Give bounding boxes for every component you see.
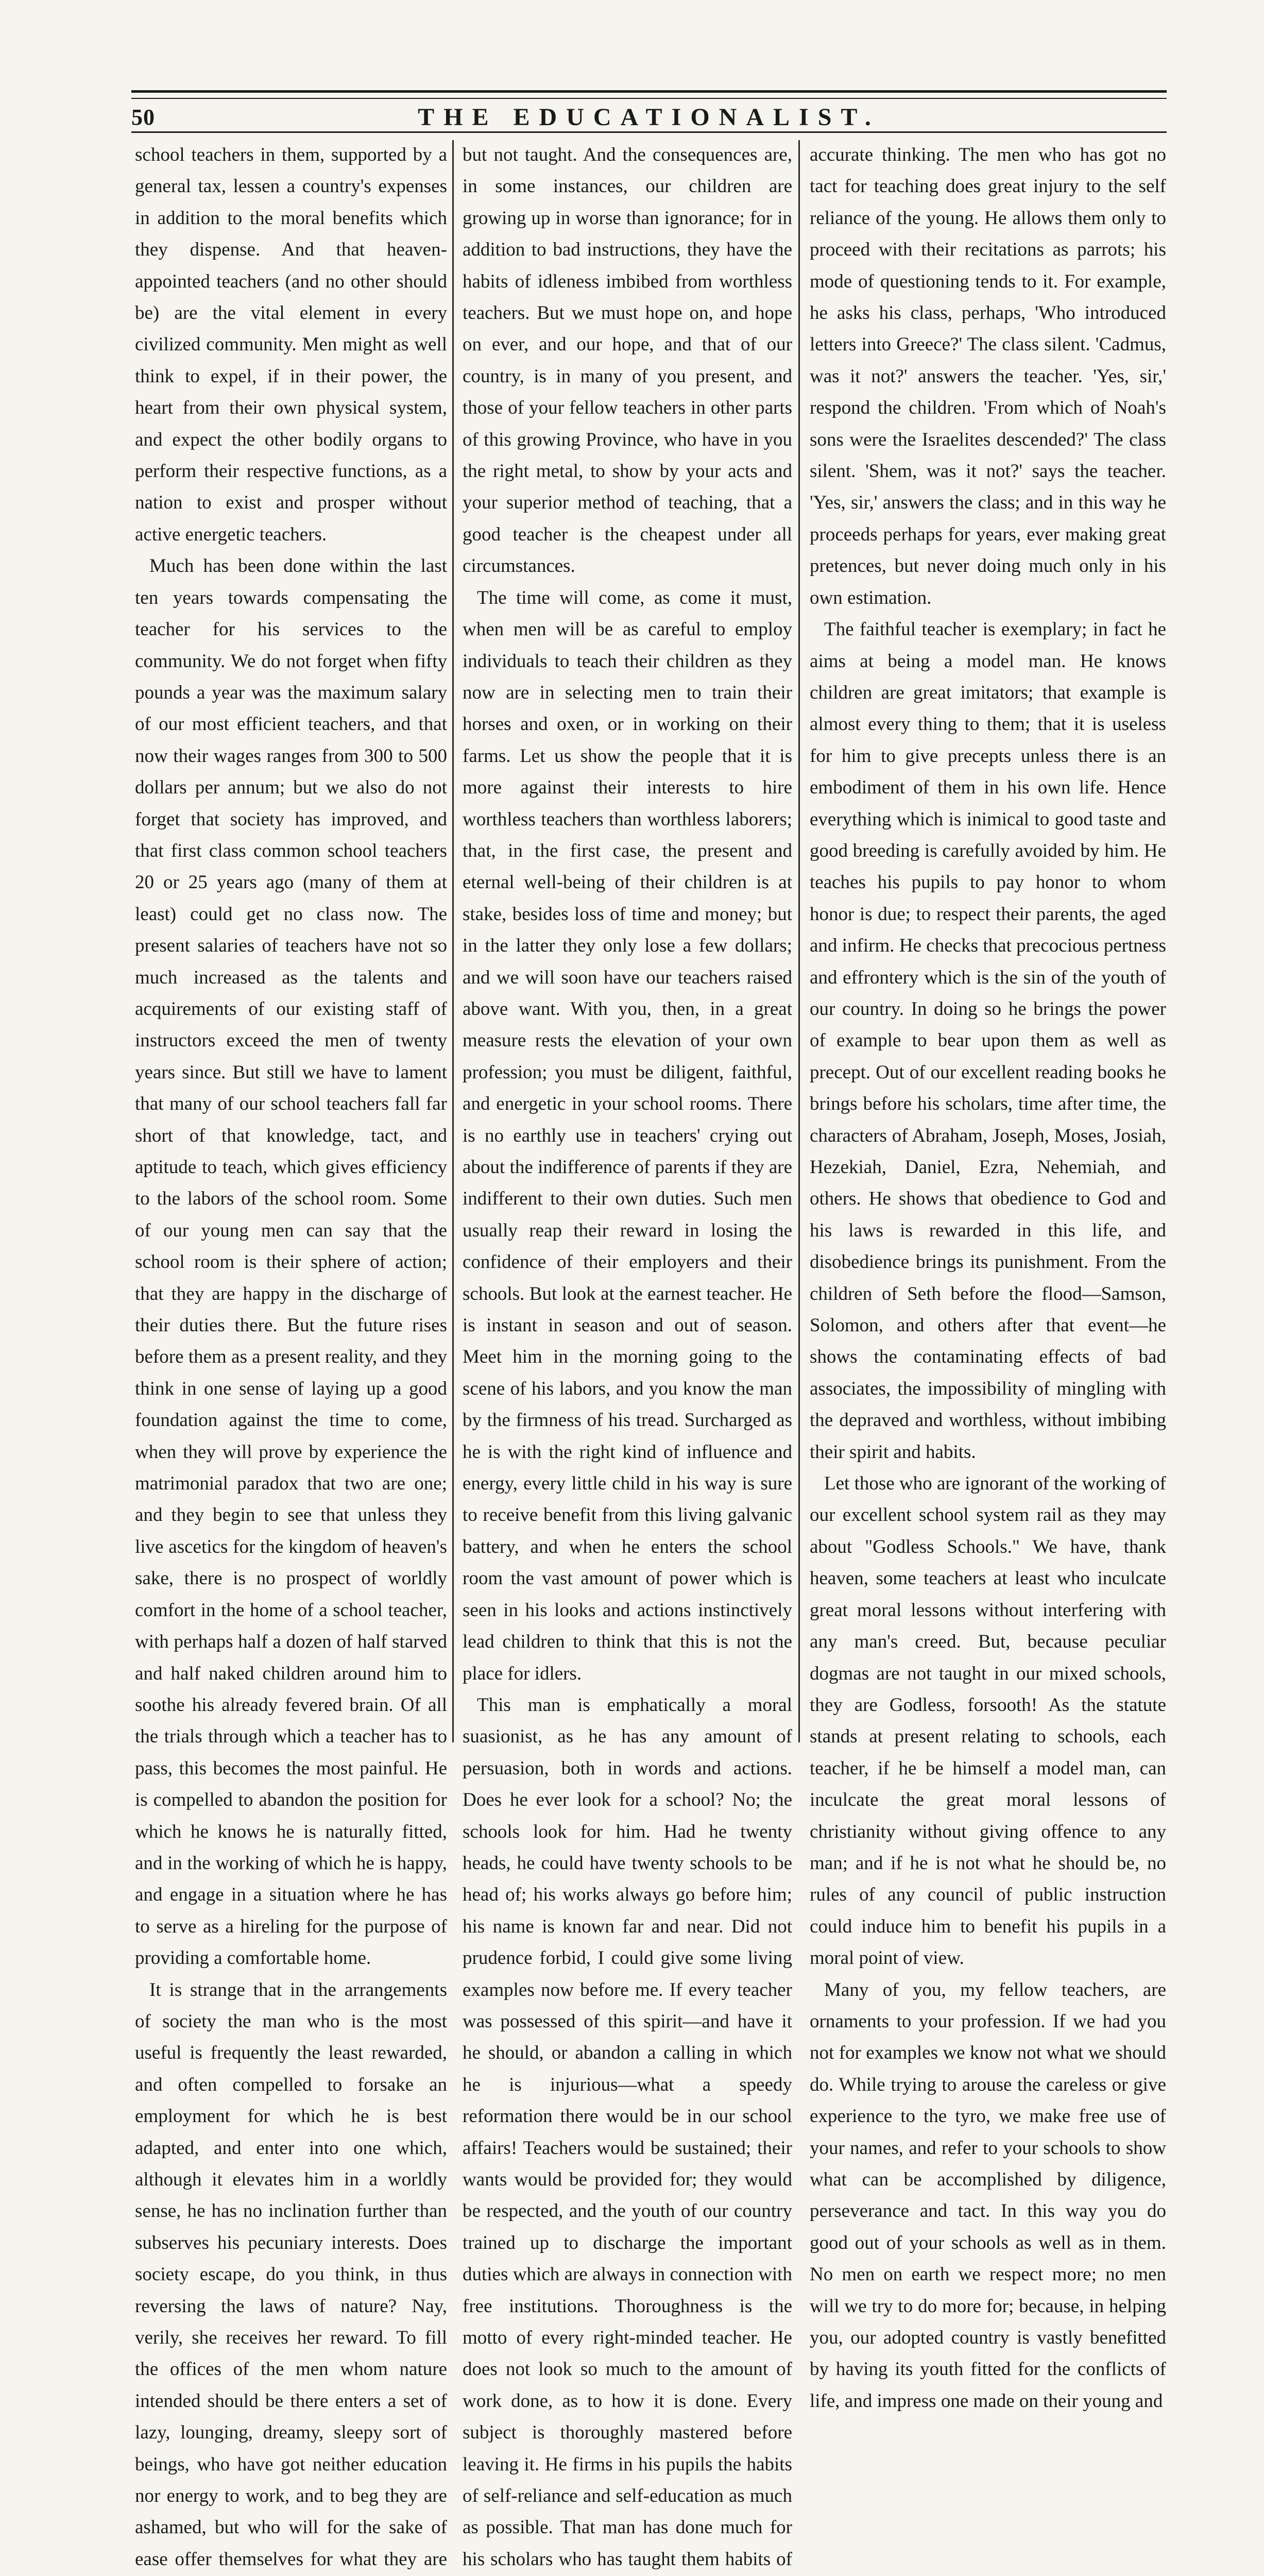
header-rule	[131, 131, 1167, 133]
paragraph: The time will come, as come it must, when men will be as careful to employ individuals to teach their children as they now are in selecting men to train their horses and oxen, or in working on their farms. Let us show the people that it is more against their interests to hire worthless teachers than worthless laborers; that, in the first case, the present and eternal well-being of their children is at stake, besides loss of time and money; but in the latter they only lose a few dollars; and we will soon have our teachers raised above want. With you, then, in a great measure rests the elevation of your own profession; you must be diligent, faithful, and energetic in your school rooms. There is no earthly use in teachers' crying out about the indifference of parents if they are indifferent to their own duties. Such men usually reap their reward in losing the confidence of their employers and their schools. But look at the earnest teacher. He is instant in season and out of season. Meet him in the morning going to the scene of his labors, and you know the man by the firmness of his tread. Surcharged as he is with the right kind of influence and energy, every little child in his way is sure to receive benefit from this living galvanic battery, and when he enters the school room the vast amount of power which is seen in his looks and actions instinctively lead children to think that this is not the place for idlers.	[463, 587, 792, 1684]
paragraph: Much has been done within the last ten years towards compensating the teacher for his services to the community. We do not forget when fifty pounds a year was the maximum salary of our most efficient teachers, and that now their wages ranges from 300 to 500 dollars per annum; but we also do not forget that society has improved, and that first class common school teachers 20 or 25 years ago (many of them at least) could get no class now. The present salaries of teachers have not so much increased as the talents and acquirements of our existing staff of instructors exceed the men of twenty years since. But still we have to lament that many of our school teachers fall far short of that knowledge, tact, and aptitude to teach, which gives efficiency to the labors of the school room. Some of our young men can say that the school room is their sphere of action; that they are happy in the discharge of their duties there. But the future rises before them as a present reality, and they think in one sense of laying up a good foundation against the time to come, when they will prove by experience the matrimonial paradox that two are one; and they begin to see that unless they live ascetics for the kingdom of heaven's sake, there is no prospect of worldly comfort in the home of a school teacher, with perhaps half a dozen of half starved and half naked children around him to soothe his already fevered brain. Of all the trials through which a teacher has to pass, this becomes the most painful. He is compelled to abandon the position for which he knows he is naturally fitted, and in the working of which he is happy, and engage in a situation where he has to serve as a hireling for the purpose of providing a comfortable home.	[135, 555, 447, 1969]
paragraph: The faithful teacher is exemplary; in fact he aims at being a model man. He knows children are great imitators; that example is almost every thing to them; that it is useless for him to give precepts unless there is an embodiment of them in his own life. Hence everything which is inimical to good taste and good breeding is carefully avoided by him. He teaches his pupils to pay honor to whom honor is due; to respect their parents, the aged and infirm. He checks that precocious pertness and effrontery which is the sin of the youth of our country. In doing so he brings the power of example to bear upon them as well as precept. Out of our excellent reading books he brings before his scholars, time after time, the characters of Abraham, Joseph, Moses, Josiah, Hezekiah, Daniel, Ezra, Nehemiah, and others. He shows that obedience to God and his laws is rewarded in this life, and disobedience brings its punishment. From the children of Seth before the flood—Samson, Solomon, and others after that event—he shows the contaminating effects of bad associates, the impossibility of mingling with the depraved and worthless, without imbibing their spirit and habits.	[810, 619, 1166, 1463]
paragraph: but not taught. And the consequences are, in some instances, our children are growing up in worse than ignorance; for in addition to bad instructions, they have the habits of idleness imbibed from worthless teachers. But we must hope on, and hope on ever, and our hope, and that of our country, is in many of you present, and those of your fellow teachers in other parts of this growing Province, who have in you the right metal, to show by your acts and your superior method of teaching, that a good teacher is the cheapest under all circumstances.	[463, 144, 792, 577]
paragraph: Many of you, my fellow teachers, are ornaments to your profession. If we had you not for examples we know not what we should do. While trying to arouse the careless or give experience to the tyro, we make free use of your names, and refer to your schools to show what can be accomplished by diligence, perseverance and tact. In this way you do good out of your schools as well as in them. No men on earth we respect more; no men will we try to do more for; because, in helping you, our adopted country is vastly benefitted by having its youth fitted for the conflicts of life, and impress one made on their young and	[810, 1979, 1166, 2412]
paragraph: school teachers in them, supported by a general tax, lessen a country's expenses in addition to the moral benefits which they dispense. And that heaven-appointed teachers (and no other should be) are the vital element in every civilized community. Men might as well think to expel, if in their power, the heart from their own physical system, and expect the other bodily organs to perform their respective functions, as a nation to exist and prosper without active energetic teachers.	[135, 144, 447, 545]
running-header	[131, 102, 1167, 131]
paragraph: accurate thinking. The men who has got no tact for teaching does great injury to the self reliance of the young. He allows them only to proceed with their recitations as parrots; his mode of questioning tends to it. For example, he asks his class, perhaps, 'Who introduced letters into Greece?' The class silent. 'Cadmus, was it not?' answers the teacher. 'Yes, sir,' respond the children. 'From which of Noah's sons were the Israelites descended?' The class silent. 'Shem, was it not?' says the teacher. 'Yes, sir,' answers the class; and in this way he proceeds perhaps for years, ever making great pretences, but never doing much only in his own estimation.	[810, 144, 1166, 608]
article-body	[135, 139, 1166, 2570]
text-column-3	[810, 139, 1166, 2412]
paragraph: It is strange that in the arrangements of society the man who is the most useful is frequently the least rewarded, and often compelled to forsake an employment for which he is best adapted, and enter into one which, although it elevates him in a worldly sense, he has no inclination further than subserves his pecuniary interests. Does society escape, do you think, in thus reversing the laws of nature? Nay, verily, she receives her reward. To fill the offices of the men whom nature intended should be there enters a set of lazy, lounging, dreamy, sleepy sort of beings, who have got neither education nor energy to work, and to beg they are ashamed, but who will for the sake of ease offer themselves for what they are	[135, 1979, 447, 2570]
text-column-1	[135, 139, 447, 2570]
page-number: 50	[131, 105, 155, 130]
top-double-rule-thick	[131, 90, 1167, 93]
paragraph: This man is emphatically a moral suasionist, as he has any amount of persuasion, both in words and actions. Does he ever look for a school? No; the schools look for him. Had he twenty heads, he could have twenty schools to be head of; his works always go before him; his name is known far and near. Did not prudence forbid, I could give some living examples now before me. If every teacher was possessed of this spirit—and have it he should, or abandon a calling in which he is injurious—what a speedy reformation there would be in our school affairs! Teachers would be sustained; their wants would be provided for; they would be respected, and the youth of our country trained up to discharge the important duties which are always in connection with free institutions. Thoroughness is the motto of every right-minded teacher. He does not look so much to the amount of work done, as to how it is done. Every subject is thoroughly mastered before leaving it. He firms in his pupils the habits of self-reliance and self-education as much as possible. That man has done much for his scholars who has taught them habits of	[463, 1694, 792, 2570]
journal-title: THE EDUCATIONALIST.	[418, 104, 880, 131]
text-column-2	[463, 139, 792, 2570]
top-double-rule-thin	[131, 98, 1167, 99]
paragraph: Let those who are ignorant of the working of our excellent school system rail as they may about "Godless Schools." We have, thank heaven, some teachers at least who inculcate great moral lessons without interfering with any man's creed. But, because peculiar dogmas are not taught in our mixed schools, they are Godless, forsooth! As the statute stands at present relating to schools, each teacher, if he be himself a model man, can inculcate the great moral lessons of christianity without giving offence to any man; and if he is not what he should be, no rules of any council of public instruction could induce him to benefit his pupils in a moral point of view.	[810, 1473, 1166, 1969]
